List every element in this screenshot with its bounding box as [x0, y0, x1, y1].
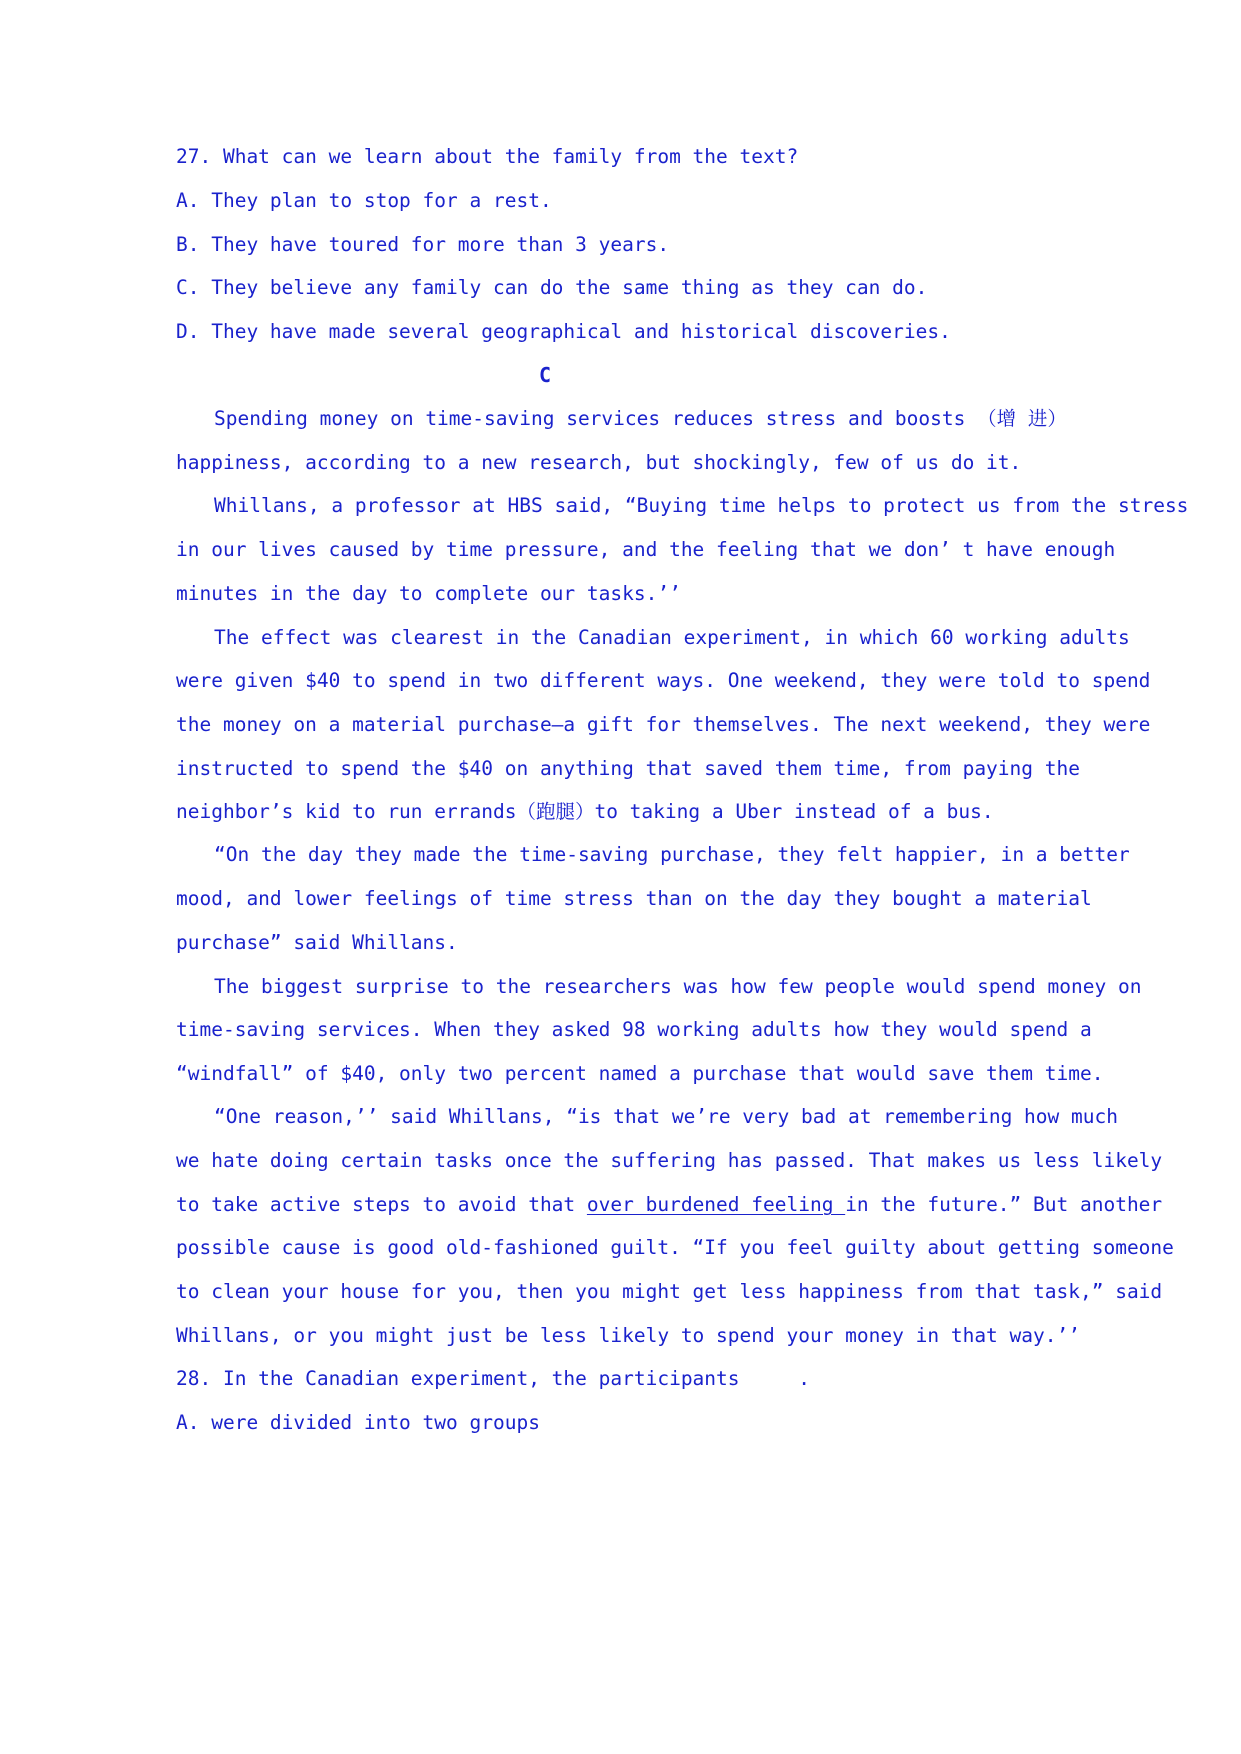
passage-c-p2-line3: minutes in the day to complete our tasks.’’ [176, 582, 681, 605]
passage-c-p2-line1: Whillans, a professor at HBS said, “Buying time helps to protect us from the stress [214, 494, 1189, 517]
passage-c-p6-line4: possible cause is good old-fashioned guilt. “If you feel guilty about getting someone [176, 1236, 1174, 1259]
passage-c-p6-line5: to clean your house for you, then you might get less happiness from that task,” said [176, 1280, 1163, 1303]
passage-c-p3-line5: neighbor’s kid to run errands（跑腿）to taking a Uber instead of a bus. [176, 800, 994, 823]
passage-c-p5-line3: “windfall” of $40, only two percent named a purchase that would save them time. [176, 1062, 1104, 1085]
passage-c-p6-line3 [176, 1193, 1163, 1217]
question-27-option-c: C. They believe any family can do the same thing as they can do. [176, 276, 928, 299]
p6-line3-start: to take active steps to avoid that [176, 1193, 587, 1216]
passage-c-p1-line1: Spending money on time-saving services reduces stress and boosts （增 进） [214, 407, 1067, 430]
p6-line3-end: in the future.” But another [845, 1193, 1163, 1216]
question-27-option-a: A. They plan to stop for a rest. [176, 189, 552, 212]
passage-c-p5-line2: time-saving services. When they asked 98 working adults how they would spend a [176, 1018, 1092, 1041]
passage-c-p6-line6: Whillans, or you might just be less likely to spend your money in that way.’’ [176, 1324, 1080, 1347]
passage-c-p1-line2: happiness, according to a new research, but shockingly, few of us do it. [176, 451, 1022, 474]
passage-c-p4-line3: purchase” said Whillans. [176, 931, 458, 954]
section-c-heading: C [539, 363, 552, 387]
passage-c-p3-line2: were given $40 to spend in two different ways. One weekend, they were told to spend [176, 669, 1151, 692]
passage-c-p3-line4: instructed to spend the $40 on anything that saved them time, from paying the [176, 757, 1080, 780]
passage-c-p4-line2: mood, and lower feelings of time stress than on the day they bought a material [176, 887, 1092, 910]
passage-c-p4-line1: “On the day they made the time-saving purchase, they felt happier, in a better [214, 843, 1130, 866]
passage-c-p2-line2: in our lives caused by time pressure, and the feeling that we don’ t have enough [176, 538, 1116, 561]
question-27-option-d: D. They have made several geographical and historical discoveries. [176, 320, 951, 343]
underlined-phrase: over burdened feeling [586, 1193, 846, 1216]
passage-c-p3-line1: The effect was clearest in the Canadian experiment, in which 60 working adults [214, 626, 1130, 649]
question-27-option-b: B. They have toured for more than 3 years. [176, 233, 670, 256]
question-28-stem: 28. In the Canadian experiment, the participants . [176, 1367, 810, 1390]
question-27-stem: 27. What can we learn about the family from the text? [176, 145, 799, 168]
passage-c-p6-line2: we hate doing certain tasks once the suffering has passed. That makes us less likely [176, 1149, 1163, 1172]
passage-c-p5-line1: The biggest surprise to the researchers was how few people would spend money on [214, 975, 1142, 998]
passage-c-p6-line1: “One reason,’’ said Whillans, “is that we’re very bad at remembering how much [214, 1105, 1118, 1128]
question-28-option-a: A. were divided into two groups [176, 1411, 540, 1434]
passage-c-p3-line3: the money on a material purchase—a gift for themselves. The next weekend, they were [176, 713, 1151, 736]
